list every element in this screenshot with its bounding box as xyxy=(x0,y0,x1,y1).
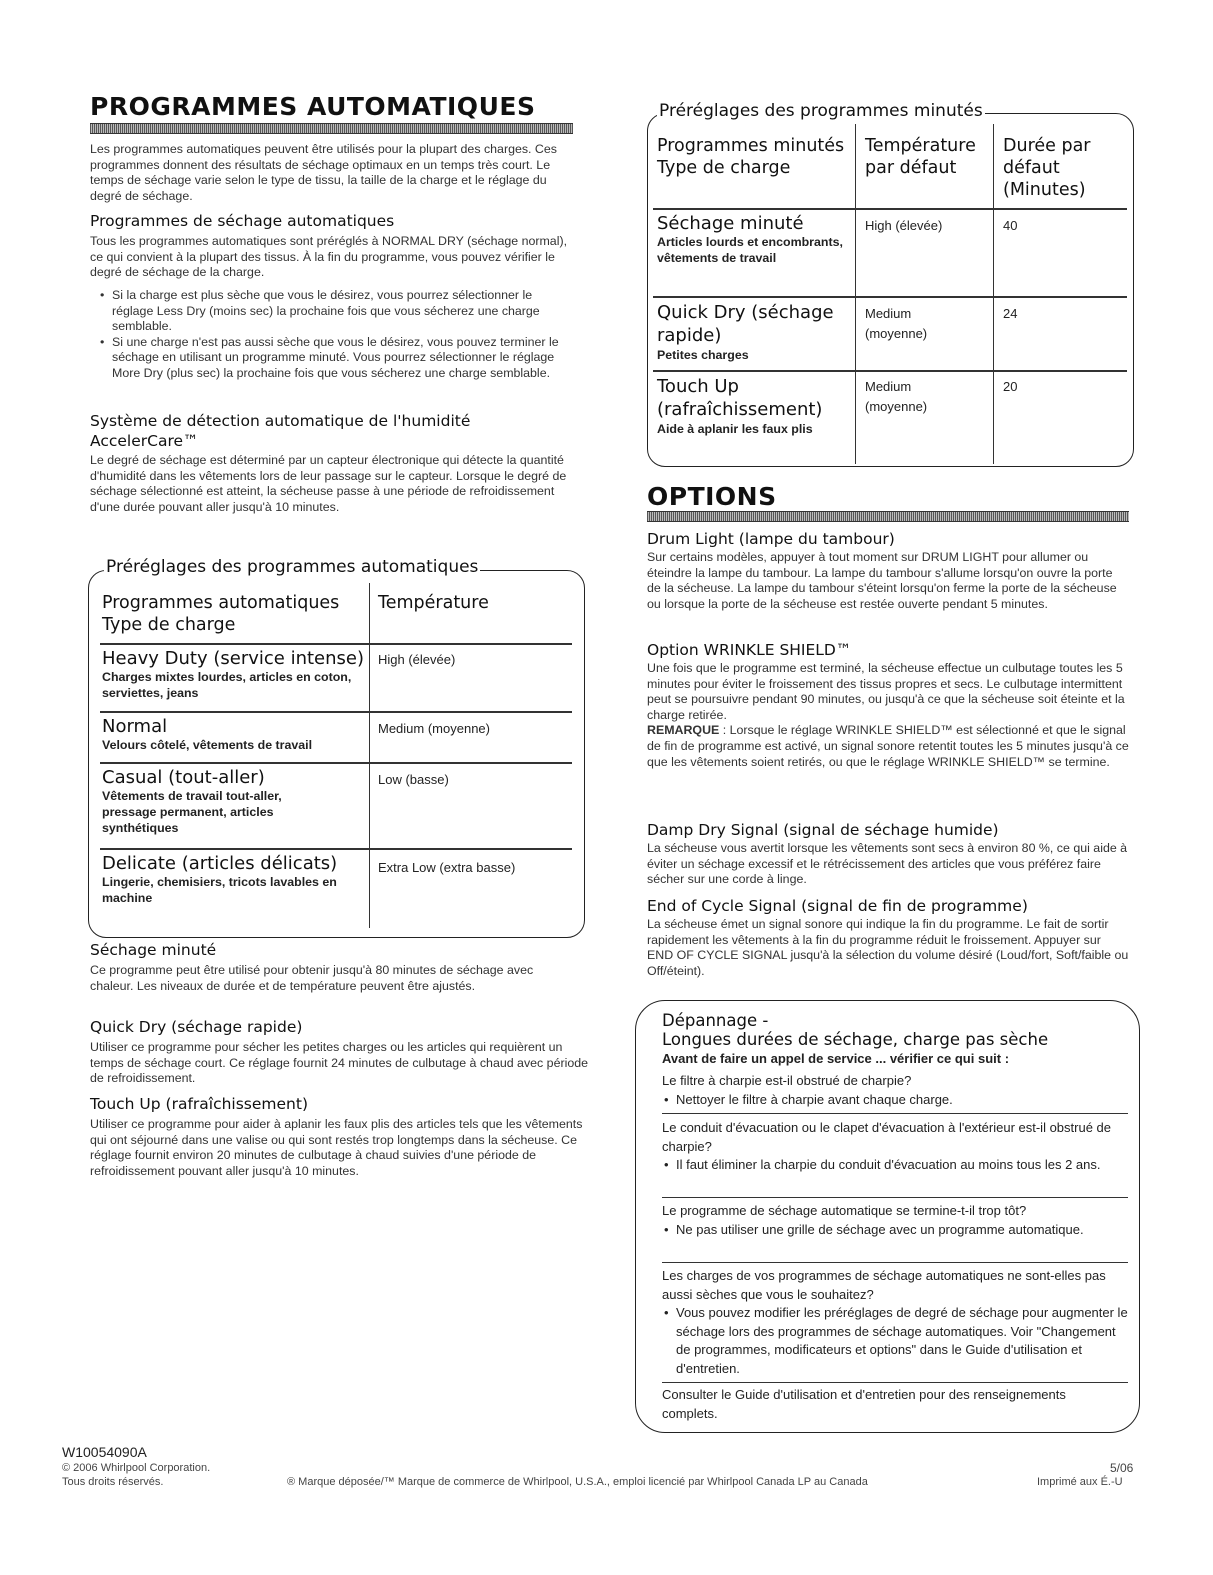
remark-label: REMARQUE xyxy=(647,723,720,738)
row-title: Casual (tout-aller) xyxy=(102,767,265,788)
auto-presets-title: Préréglages des programmes automatiques xyxy=(106,557,479,577)
printed-in: Imprimé aux É.-U xyxy=(1037,1476,1123,1488)
ts-answer: • Il faut éliminer la charpie du conduit d'évacuation au moins tous les 2 ans. xyxy=(654,1156,1128,1175)
ts-question: Le programme de séchage automatique se termine-t-il trop tôt? xyxy=(662,1203,1027,1218)
table-rule xyxy=(100,848,572,850)
row-desc: Articles lourds et encombrants, vêtements de travail xyxy=(657,235,843,265)
quick-dry-heading: Quick Dry (séchage rapide) xyxy=(90,1018,303,1036)
row-minutes: 40 xyxy=(1003,218,1018,233)
bullet-item: • Si la charge est plus sèche que vous le désirez, vous pourrez sélectionner le réglage Less Dry (moins sec) la prochaine fois que vous sécherez une charge semblable. xyxy=(90,288,570,335)
timed-col3-header: Durée par défaut (Minutes) xyxy=(1003,136,1091,200)
wrinkle-shield-text xyxy=(647,661,1129,770)
auto-drying-text: Tous les programmes automatiques sont préréglés à NORMAL DRY (séchage normal), ce qui convient à la plupart des tissus. À la fin du programme, vous pouvez vérifier le degré de séchage de la charge. xyxy=(90,234,568,280)
quick-dry-text: Utiliser ce programme pour sécher les petites charges ou les articles qui requièrent un temps de séchage court. Ce réglage fournit 24 minutes de culbutage à chaud avec période de refroidissement. xyxy=(90,1040,589,1086)
row-desc: Lingerie, chemisiers, tricots lavables en machine xyxy=(102,875,337,905)
row-title: Normal xyxy=(102,716,168,737)
options-heading: OPTIONS xyxy=(647,482,777,511)
row-title: Séchage minuté xyxy=(657,213,804,234)
row-title: Delicate (articles délicats) xyxy=(102,853,338,874)
ts-rule xyxy=(662,1197,1128,1198)
auto-drying-heading: Programmes de séchage automatiques xyxy=(90,212,395,230)
table-rule xyxy=(653,296,1127,298)
auto-row-heavy xyxy=(102,648,372,701)
wrinkle-text: Une fois que le programme est terminé, la sécheuse effectue un culbutage toutes les 5 minutes pour éviter le froissement des tissus propres et secs. Le culbutage intermittent peut se poursuivre pendant 90 minutes, ou jusqu'à ce que la sécheuse soit éteinte et la charge retirée. xyxy=(647,661,1125,722)
remark-text: : Lorsque le réglage WRINKLE SHIELD™ est sélectionné et que le signal de fin de programme est activé, un signal sonore retentit toutes les 5 minutes jusqu'à ce que les vêtements soient retirés, ou que le réglage WRINKLE SHIELD™ se termine. xyxy=(647,723,1129,769)
detection-text: Le degré de séchage est déterminé par un capteur électronique qui détecte la quantité d'humidité dans les vêtements lors de leur passage sur le capteur. Lorsque le degré de séchage sélectionné est atteint, la sécheuse passe à une période de refroidissement d'une durée pouvant aller jusqu'à 10 minutes. xyxy=(90,453,567,514)
wrinkle-shield-heading: Option WRINKLE SHIELD™ xyxy=(647,641,852,659)
row-temp: Medium (moyenne) xyxy=(378,721,490,736)
timed-presets-title: Préréglages des programmes minutés xyxy=(659,101,983,121)
row-temp: Medium (moyenne) xyxy=(865,306,928,341)
trademark-notice: ® Marque déposée/™ Marque de commerce de Whirlpool, U.S.A., emploi licencié par Whirlpool Canada LP au Canada xyxy=(287,1476,868,1488)
row-temp: Extra Low (extra basse) xyxy=(378,860,516,875)
part-number: W10054090A xyxy=(62,1444,147,1460)
auto-drying-bullets xyxy=(90,288,570,382)
ts-item xyxy=(662,1202,1132,1239)
table-rule xyxy=(100,762,572,764)
ts-rule xyxy=(662,1113,1128,1114)
auto-row-delicate xyxy=(102,853,364,906)
troubleshooting-footer-note: Consulter le Guide d'utilisation et d'entretien pour des renseignements complets. xyxy=(662,1387,1066,1421)
table-rule xyxy=(100,711,572,713)
row-minutes: 20 xyxy=(1003,379,1018,394)
row-temp: High (élevée) xyxy=(865,218,943,233)
timed-col1-header: Programmes minutés Type de charge xyxy=(657,136,845,178)
damp-dry-text: La sécheuse vous avertit lorsque les vêtements sont secs à environ 80 %, ce qui aide à éviter un séchage excessif et le rétrécissement des articles que vous préférez faire sécher sur une corde à linge. xyxy=(647,841,1128,887)
ts-question: Le filtre à charpie est-il obstrué de charpie? xyxy=(662,1073,912,1088)
auto-intro-text: Les programmes automatiques peuvent être utilisés pour la plupart des charges. Ces programmes donnent des résultats de séchage optimaux en un temps très court. Le temps de séchage varie selon le type de tissu, la taille de la charge et le réglage du degré de séchage. xyxy=(90,142,557,203)
table-rule xyxy=(100,643,572,645)
ts-answer: • Vous pouvez modifier les préréglages de degré de séchage pour augmenter le séchage lors des programmes de séchage automatiques. Voir "Changement de programmes, modificateurs et options" dans le Guide d'utilisation et d'entretien. xyxy=(654,1304,1128,1378)
row-minutes: 24 xyxy=(1003,306,1018,321)
drum-light-heading: Drum Light (lampe du tambour) xyxy=(647,530,895,548)
table-rule xyxy=(653,208,1127,210)
end-cycle-text: La sécheuse émet un signal sonore qui indique la fin du programme. Le fait de sortir rapidement les vêtements à la fin du programme réduit le froissement. Appuyer sur END OF CYCLE SIGNAL jusqu'à la sélection du volume désiré (Loud/fort, Soft/faible ou Off/éteint). xyxy=(647,917,1129,978)
print-date: 5/06 xyxy=(1110,1461,1134,1475)
ts-item xyxy=(662,1072,1128,1109)
ts-rule xyxy=(662,1382,1128,1383)
damp-dry-heading: Damp Dry Signal (signal de séchage humide) xyxy=(647,821,999,839)
row-temp: Low (basse) xyxy=(378,772,449,787)
copyright: © 2006 Whirlpool Corporation. xyxy=(62,1462,211,1474)
row-temp: Medium (moyenne) xyxy=(865,379,928,414)
timed-heading: Séchage minuté xyxy=(90,941,217,959)
timed-row-quick xyxy=(657,301,853,363)
table-rule xyxy=(653,370,1127,372)
auto-row-casual xyxy=(102,767,324,836)
row-desc: Charges mixtes lourdes, articles en coton, serviettes, jeans xyxy=(102,670,352,700)
row-title: Touch Up (rafraîchissement) xyxy=(657,376,823,420)
touch-up-heading: Touch Up (rafraîchissement) xyxy=(90,1095,308,1113)
ts-question: Les charges de vos programmes de séchage automatiques ne sont-elles pas aussi sèches que vous le souhaitez? xyxy=(662,1268,1106,1302)
detection-heading: Système de détection automatique de l'humidité AccelerCare™ xyxy=(90,412,471,450)
row-desc: Aide à aplanir les faux plis xyxy=(657,422,813,436)
row-temp: High (élevée) xyxy=(378,652,456,667)
heading-rule xyxy=(90,123,573,134)
table-divider xyxy=(993,124,994,464)
touch-up-text: Utiliser ce programme pour aider à aplanir les faux plis des articles tels que les vêtements qui ont séjourné dans une valise ou qui sont restés trop longtemps dans la sécheuse. Ce réglage fournit environ 20 minutes de culbutage à chaud suivies d'une période de refroidissement pouvant aller jusqu'à 10 minutes. xyxy=(90,1117,583,1178)
timed-text: Ce programme peut être utilisé pour obtenir jusqu'à 80 minutes de séchage avec chaleur. Les niveaux de durée et de température peuvent être ajustés. xyxy=(90,963,534,993)
drum-light-text: Sur certains modèles, appuyer à tout moment sur DRUM LIGHT pour allumer ou éteindre la lampe du tambour. La lampe du tambour s'allume lorsqu'on ouvre la porte de la sécheuse. La lampe du tambour s'éteint lorsqu'on ferme la porte de la sécheuse ou lorsque la porte de la sécheuse est restée ouverte pendant 5 minutes. xyxy=(647,550,1117,611)
row-desc: Vêtements de travail tout-aller, pressage permanent, articles synthétiques xyxy=(102,789,282,835)
table-divider xyxy=(855,124,856,464)
ts-item xyxy=(662,1119,1128,1175)
ts-answer: • Ne pas utiliser une grille de séchage avec un programme automatique. xyxy=(654,1221,1132,1240)
timed-row-timed xyxy=(657,213,847,266)
table-divider xyxy=(369,583,370,928)
heading-rule xyxy=(647,511,1129,522)
ts-question: Le conduit d'évacuation ou le clapet d'évacuation à l'extérieur est-il obstrué de charpie? xyxy=(662,1120,1112,1154)
auto-programs-heading: PROGRAMMES AUTOMATIQUES xyxy=(90,92,536,121)
ts-item xyxy=(662,1267,1128,1378)
ts-answer: • Nettoyer le filtre à charpie avant chaque charge. xyxy=(654,1091,1128,1110)
row-title: Heavy Duty (service intense) xyxy=(102,648,365,669)
row-desc: Petites charges xyxy=(657,348,749,362)
rights-reserved: Tous droits réservés. xyxy=(62,1476,164,1488)
auto-col2-header: Température xyxy=(378,593,489,613)
troubleshooting-title: Dépannage - xyxy=(662,1011,769,1030)
row-desc: Velours côtelé, vêtements de travail xyxy=(102,738,313,752)
bullet-item: • Si une charge n'est pas aussi sèche que vous le désirez, vous pouvez terminer le séchage en utilisant un programme minuté. Vous pourrez sélectionner le réglage More Dry (plus sec) la prochaine fois que vous sécherez une charge semblable. xyxy=(90,335,570,382)
row-title: Quick Dry (séchage rapide) xyxy=(657,302,834,346)
troubleshooting-subtitle: Longues durées de séchage, charge pas sèche xyxy=(662,1030,1049,1049)
end-cycle-heading: End of Cycle Signal (signal de fin de programme) xyxy=(647,897,1028,915)
timed-col2-header: Température par défaut xyxy=(865,136,976,178)
troubleshooting-intro: Avant de faire un appel de service ... vérifier ce qui suit : xyxy=(662,1051,1010,1066)
auto-row-normal xyxy=(102,716,372,753)
ts-rule xyxy=(662,1262,1128,1263)
timed-row-touch xyxy=(657,375,837,437)
auto-col1-header: Programmes automatiques Type de charge xyxy=(102,593,340,635)
